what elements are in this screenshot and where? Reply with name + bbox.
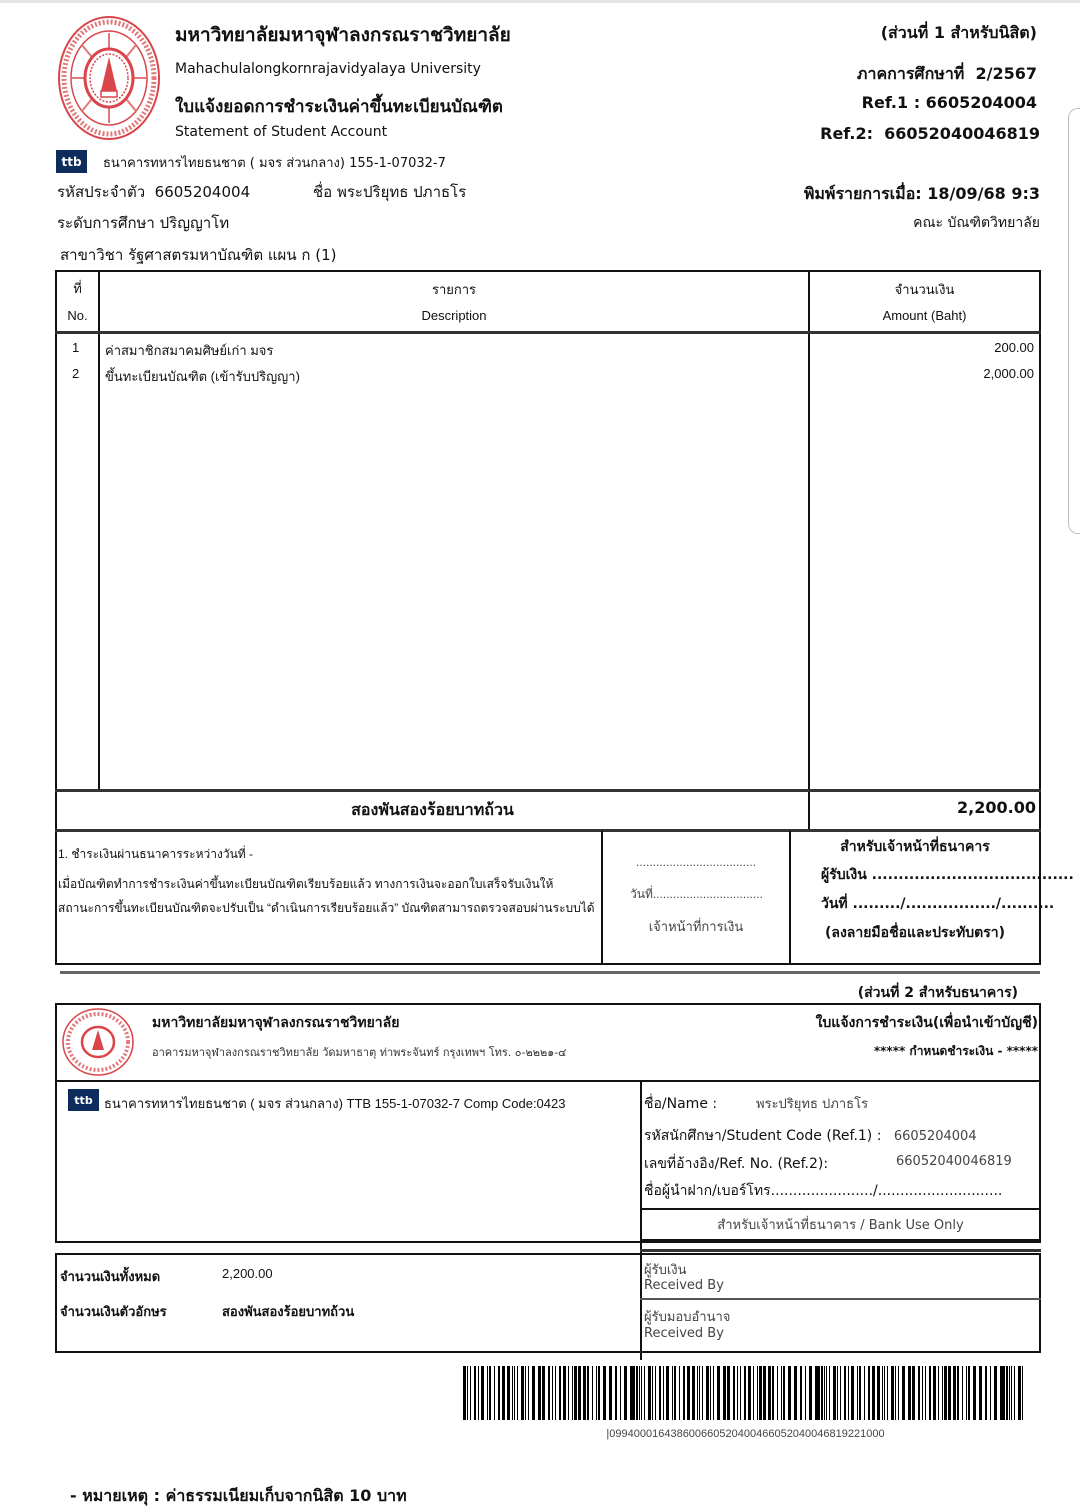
table-total-rule xyxy=(55,829,1041,832)
barcode-bar xyxy=(563,1366,566,1420)
authorized-th: ผู้รับมอบอำนาจ xyxy=(644,1310,731,1325)
barcode-bar xyxy=(781,1366,782,1420)
barcode-bar xyxy=(809,1366,812,1420)
barcode-bar xyxy=(1014,1366,1015,1420)
barcode-number: |099400016438600660520400466052040046819221000 xyxy=(606,1428,885,1440)
barcode-bar xyxy=(555,1366,556,1420)
printed-at-label: พิมพ์รายการเมื่อ: xyxy=(803,184,922,203)
bank-receiver-line: ผู้รับเงิน ...................................... xyxy=(821,867,1074,883)
barcode-bar xyxy=(826,1366,827,1420)
barcode-bar xyxy=(636,1366,638,1420)
col-no-header-th: ที่ xyxy=(73,281,82,296)
barcode-bar xyxy=(925,1366,926,1420)
barcode-bar xyxy=(663,1366,664,1420)
part2-due-date: ***** กำหนดชำระเงิน - ***** xyxy=(873,1044,1038,1058)
barcode-bar xyxy=(572,1366,573,1420)
student-id-row xyxy=(57,180,250,204)
barcode-bar xyxy=(898,1366,899,1420)
part1-section-label: (ส่วนที่ 1 สำหรับนิสิต) xyxy=(880,23,1037,42)
barcode-bar xyxy=(848,1366,849,1420)
part-separator xyxy=(60,971,1040,974)
total-words-value: สองพันสองร้อยบาทถ้วน xyxy=(222,1305,355,1320)
authorized-en: Received By xyxy=(644,1326,724,1341)
barcode-bar xyxy=(659,1366,661,1420)
barcode-bar xyxy=(683,1366,685,1420)
student-name-value: พระปริยุทธ ปภาธโร xyxy=(336,183,467,201)
scroll-handle[interactable] xyxy=(1068,108,1080,534)
total-value: 2,200.00 xyxy=(222,1266,273,1281)
barcode-bar xyxy=(463,1366,466,1420)
barcode-bar xyxy=(1000,1366,1005,1420)
barcode-bar xyxy=(702,1366,703,1420)
barcode-bar xyxy=(737,1366,738,1420)
total-label: จำนวนเงินทั้งหมด xyxy=(60,1270,161,1285)
barcode-bar xyxy=(859,1366,861,1420)
barcode-bar xyxy=(882,1366,883,1420)
col-amount-header-th: จำนวนเงิน xyxy=(894,282,955,297)
barcode-bar xyxy=(489,1366,491,1420)
barcode-bar xyxy=(498,1366,500,1420)
barcode-bar xyxy=(985,1366,987,1420)
barcode-bar xyxy=(641,1366,642,1420)
part2-student-code-row xyxy=(644,1125,977,1147)
semester-value: 2/2567 xyxy=(975,64,1037,83)
barcode-bar xyxy=(679,1366,680,1420)
barcode-bar xyxy=(962,1366,963,1420)
barcode-bar xyxy=(474,1366,476,1420)
barcode-bar xyxy=(687,1366,690,1420)
barcode-bar xyxy=(620,1366,621,1420)
barcode-bar xyxy=(918,1366,920,1420)
university-seal-icon xyxy=(57,15,161,141)
ref1-label: Ref.1 : xyxy=(861,93,921,112)
barcode-bar xyxy=(648,1366,651,1420)
university-name-th: มหาวิทยาลัยมหาจุฬาลงกรณราชวิทยาลัย xyxy=(175,24,511,46)
totals-top-rule xyxy=(640,1249,1041,1252)
ref2-value: 66052040046819 xyxy=(884,124,1040,143)
barcode-bar xyxy=(788,1366,791,1420)
total-words-label: จำนวนเงินตัวอักษร xyxy=(60,1305,167,1320)
col-amount-header-en: Amount (Baht) xyxy=(882,308,967,323)
barcode-bar xyxy=(481,1366,484,1420)
barcode-bar xyxy=(929,1366,931,1420)
row-no: 2 xyxy=(72,366,80,381)
barcode-bar xyxy=(922,1366,923,1420)
barcode-bar xyxy=(521,1366,524,1420)
table-divider xyxy=(98,270,100,790)
bank-account-line: ธนาคารทหารไทยธนชาต ( มจร ส่วนกลาง) 155-1-07032-7 xyxy=(103,156,446,171)
education-level-label: ระดับการศึกษา xyxy=(57,214,155,232)
barcode-bar xyxy=(973,1366,976,1420)
barcode-bar xyxy=(717,1366,720,1420)
barcode-bar xyxy=(953,1366,956,1420)
barcode-bar xyxy=(966,1366,967,1420)
barcode-bar xyxy=(851,1366,854,1420)
barcode-bar xyxy=(884,1366,885,1420)
part2-section-label: (ส่วนที่ 2 สำหรับธนาคาร) xyxy=(857,985,1018,1001)
barcode-bar xyxy=(783,1366,785,1420)
ttb-bank-logo-icon: ttb xyxy=(56,150,87,173)
barcode-bar xyxy=(744,1366,746,1420)
barcode-bar xyxy=(514,1366,515,1420)
barcode-bar xyxy=(1018,1366,1021,1420)
student-id-label: รหัสประจำตัว xyxy=(57,183,146,201)
part2-ref-no-value: 66052040046819 xyxy=(896,1154,1012,1169)
ref2-label: Ref.2: xyxy=(820,124,873,143)
document-title-en: Statement of Student Account xyxy=(175,124,388,140)
barcode-bar xyxy=(706,1366,709,1420)
faculty-value: บัณฑิตวิทยาลัย xyxy=(947,215,1040,231)
barcode-bar xyxy=(777,1366,778,1420)
barcode-bar xyxy=(864,1366,865,1420)
university-name-en: Mahachulalongkornrajavidyalaya University xyxy=(175,61,481,77)
row-no: 1 xyxy=(72,340,80,355)
part2-student-code-label: รหัสนักศึกษา/Student Code (Ref.1) : xyxy=(644,1128,882,1144)
barcode-bar xyxy=(470,1366,471,1420)
barcode-bar xyxy=(844,1366,846,1420)
part2-name-row xyxy=(644,1093,868,1115)
part2-header-rule xyxy=(55,1080,1041,1082)
barcode-bar xyxy=(583,1366,586,1420)
barcode-bar xyxy=(979,1366,982,1420)
table-body-rule xyxy=(55,789,1041,792)
barcode-bar xyxy=(609,1366,612,1420)
part2-university-name: มหาวิทยาลัยมหาจุฬาลงกรณราชวิทยาลัย xyxy=(152,1015,400,1031)
bank-use-only-label: สำหรับเจ้าหน้าที่ธนาคาร / Bank Use Only xyxy=(717,1218,964,1233)
barcode-bar xyxy=(697,1366,698,1420)
barcode-bar xyxy=(763,1366,766,1420)
barcode-bar xyxy=(727,1366,730,1420)
barcode-bar xyxy=(494,1366,495,1420)
barcode-bar xyxy=(1006,1366,1008,1420)
barcode-bar xyxy=(994,1366,997,1420)
part2-depositor-line: ชื่อผู้นำฝาก/เบอร์โทร......................./............................ xyxy=(644,1183,1003,1199)
barcode-bar xyxy=(872,1366,875,1420)
barcode-bar xyxy=(942,1366,943,1420)
barcode-bar xyxy=(887,1366,888,1420)
barcode-bar xyxy=(815,1366,820,1420)
barcode-bar xyxy=(574,1366,577,1420)
printed-at-row xyxy=(804,182,1040,207)
barcode-bar xyxy=(1009,1366,1010,1420)
barcode-bar xyxy=(1022,1366,1023,1420)
barcode-bar xyxy=(833,1366,836,1420)
bank-officer-title: สำหรับเจ้าหน้าที่ธนาคาร xyxy=(840,839,990,855)
barcode-bar xyxy=(990,1366,991,1420)
barcode-bar xyxy=(908,1366,911,1420)
barcode-bar xyxy=(748,1366,751,1420)
barcode-bar xyxy=(794,1366,797,1420)
finance-signature-line: .................................... xyxy=(635,855,757,869)
part2-student-code-value: 6605204004 xyxy=(893,1129,977,1144)
barcode-bar xyxy=(912,1366,915,1420)
faculty-label: คณะ xyxy=(913,215,944,231)
barcode-bar xyxy=(891,1366,894,1420)
barcode-bar xyxy=(652,1366,653,1420)
major-value: รัฐศาสตรมหาบัณฑิต แผน ก (1) xyxy=(128,246,337,264)
barcode-bar xyxy=(467,1366,468,1420)
barcode-bar xyxy=(753,1366,754,1420)
barcode-bar xyxy=(502,1366,505,1420)
barcode-bar xyxy=(568,1366,569,1420)
major-label: สาขาวิชา xyxy=(60,246,124,264)
barcode-bar xyxy=(542,1366,545,1420)
barcode-bar xyxy=(655,1366,656,1420)
part2-ref-no-label: เลขที่อ้างอิง/Ref. No. (Ref.2): xyxy=(644,1156,829,1172)
finance-date-line: วันที่................................. xyxy=(630,887,763,901)
bank-use-rule xyxy=(640,1239,1041,1241)
student-name-row xyxy=(313,180,466,204)
barcode-bar xyxy=(895,1366,896,1420)
barcode-bar xyxy=(692,1366,695,1420)
barcode-bar xyxy=(933,1366,936,1420)
barcode-bar xyxy=(517,1366,518,1420)
barcode-bar xyxy=(699,1366,700,1420)
barcode-bar xyxy=(821,1366,823,1420)
status-note: สถานะการขึ้นทะเบียนบัณฑิตจะปรับเป็น “ดำเนินการเรียบร้อยแล้ว” บัณฑิตสามารถตรวจสอบผ่านระบบได้ xyxy=(58,901,595,915)
semester-row xyxy=(857,62,1037,87)
top-bar xyxy=(0,0,1080,3)
barcode-bar xyxy=(630,1366,635,1420)
barcode-bar xyxy=(674,1366,676,1420)
barcode-bar xyxy=(532,1366,535,1420)
footer-fee-note: - หมายเหตุ : ค่าธรรมเนียมเก็บจากนิสิต 10 บาท xyxy=(70,1486,407,1505)
education-level-row xyxy=(57,211,229,235)
barcode-bar xyxy=(603,1366,606,1420)
table-header-rule xyxy=(55,331,1041,334)
barcode-bar xyxy=(528,1366,529,1420)
barcode-bar xyxy=(723,1366,726,1420)
barcode-bar xyxy=(548,1366,550,1420)
barcode-bar xyxy=(559,1366,561,1420)
barcode-bar xyxy=(507,1366,510,1420)
barcode-bar xyxy=(666,1366,669,1420)
barcode-bar xyxy=(938,1366,939,1420)
barcode-bar xyxy=(713,1366,714,1420)
barcode-bar xyxy=(538,1366,541,1420)
bank-sign-stamp-note: (ลงลายมือชื่อและประทับตรา) xyxy=(824,925,1006,941)
part2-name-label: ชื่อ/Name : xyxy=(644,1096,718,1112)
receipt-note: เมื่อบัณฑิตทำการชำระเงินค่าขึ้นทะเบียนบัณฑิตเรียบร้อยแล้ว ทางการเงินจะออกใบเสร็จรับเงินให้ xyxy=(58,877,554,891)
row-amount: 200.00 xyxy=(994,340,1034,355)
ref1-row xyxy=(862,93,1037,112)
barcode-bar xyxy=(639,1366,640,1420)
university-seal-small-icon xyxy=(61,1007,135,1077)
col-no-header-en: No. xyxy=(67,308,88,323)
received-by-th: ผู้รับเงิน xyxy=(644,1263,687,1278)
part2-address: อาคารมหาจุฬาลงกรณราชวิทยาลัย วัดมหาธาตุ ท่าพระจันทร์ กรุงเทพฯ โทร. ๐-๒๒๒๑-๔ xyxy=(152,1046,567,1059)
col-desc-header-th: รายการ xyxy=(431,282,477,297)
barcode-bar xyxy=(968,1366,970,1420)
barcode-bar xyxy=(868,1366,870,1420)
barcode-bar xyxy=(672,1366,673,1420)
barcode-bar xyxy=(644,1366,645,1420)
received-divider xyxy=(640,1298,1041,1300)
printed-at-value: 18/09/68 9:3 xyxy=(927,184,1040,203)
total-in-words: สองพันสองร้อยบาทถ้วน xyxy=(351,800,514,819)
barcode-bar xyxy=(615,1366,617,1420)
barcode-bar xyxy=(857,1366,858,1420)
part2-bank-line: ธนาคารทหารไทยธนชาต ( มจร ส่วนกลาง) TTB 155-1-07032-7 Comp Code:0423 xyxy=(104,1096,566,1111)
barcode-bar xyxy=(1011,1366,1012,1420)
barcode-bar xyxy=(759,1366,762,1420)
barcode-bar xyxy=(598,1366,600,1420)
row-description: ขึ้นทะเบียนบัณฑิต (เข้ารับปริญญา) xyxy=(105,369,300,384)
barcode-bar xyxy=(837,1366,838,1420)
barcode-bar xyxy=(772,1366,774,1420)
payment-period-note: 1. ชำระเงินผ่านธนาคารระหว่างวันที่ - xyxy=(58,847,254,861)
bank-date-line: วันที่ ........./................./.......... xyxy=(821,896,1055,912)
semester-label: ภาคการศึกษาที่ xyxy=(856,64,965,83)
row-amount: 2,000.00 xyxy=(983,366,1034,381)
barcode-bar xyxy=(487,1366,488,1420)
barcode-bar xyxy=(757,1366,758,1420)
ttb-bank-logo-small-icon: ttb xyxy=(68,1089,99,1111)
ref2-row xyxy=(820,124,1040,143)
barcode-bar xyxy=(710,1366,711,1420)
barcode-bar xyxy=(902,1366,905,1420)
barcode-bar xyxy=(552,1366,553,1420)
barcode-bar xyxy=(578,1366,581,1420)
row-description: ค่าสมาชิกสมาคมศิษย์เก่า มจร xyxy=(105,343,274,358)
barcode-bar xyxy=(512,1366,513,1420)
barcode-bar xyxy=(944,1366,947,1420)
student-id-value: 6605204004 xyxy=(154,183,251,201)
barcode-bar xyxy=(768,1366,771,1420)
part2-name-value: พระปริยุทธ ปภาธโร xyxy=(756,1097,869,1112)
education-level-value: ปริญญาโท xyxy=(159,214,230,232)
barcode-bar xyxy=(840,1366,841,1420)
student-name-label: ชื่อ xyxy=(313,183,333,201)
faculty-row xyxy=(913,212,1040,234)
barcode-bar xyxy=(800,1366,802,1420)
payment-barcode xyxy=(463,1366,1028,1420)
document-title-th: ใบแจ้งยอดการชำระเงินค่าขึ้นทะเบียนบัณฑิต xyxy=(175,97,503,117)
total-amount: 2,200.00 xyxy=(957,798,1036,817)
part2-header-box xyxy=(55,1003,1041,1243)
notes-divider xyxy=(601,831,603,965)
ref1-value: 6605204004 xyxy=(925,93,1037,112)
barcode-bar xyxy=(596,1366,597,1420)
barcode-bar xyxy=(805,1366,806,1420)
part2-document-title: ใบแจ้งการชำระเงิน(เพื่อนำเข้าบัญชี) xyxy=(815,1015,1038,1031)
finance-officer-label: เจ้าหน้าที่การเงิน xyxy=(648,919,744,934)
part2-totals-box xyxy=(55,1253,1041,1353)
barcode-bar xyxy=(957,1366,959,1420)
barcode-bar xyxy=(592,1366,593,1420)
major-row xyxy=(60,243,336,267)
barcode-bar xyxy=(733,1366,735,1420)
bank-use-rule xyxy=(640,1208,1041,1210)
barcode-bar xyxy=(740,1366,741,1420)
col-desc-header-en: Description xyxy=(421,308,487,323)
barcode-bar xyxy=(587,1366,589,1420)
barcode-bar xyxy=(948,1366,951,1420)
barcode-bar xyxy=(525,1366,526,1420)
received-by-en: Received By xyxy=(644,1278,724,1293)
barcode-bar xyxy=(478,1366,479,1420)
barcode-bar xyxy=(824,1366,825,1420)
barcode-bar xyxy=(624,1366,627,1420)
barcode-bar xyxy=(877,1366,880,1420)
barcode-bar xyxy=(829,1366,830,1420)
